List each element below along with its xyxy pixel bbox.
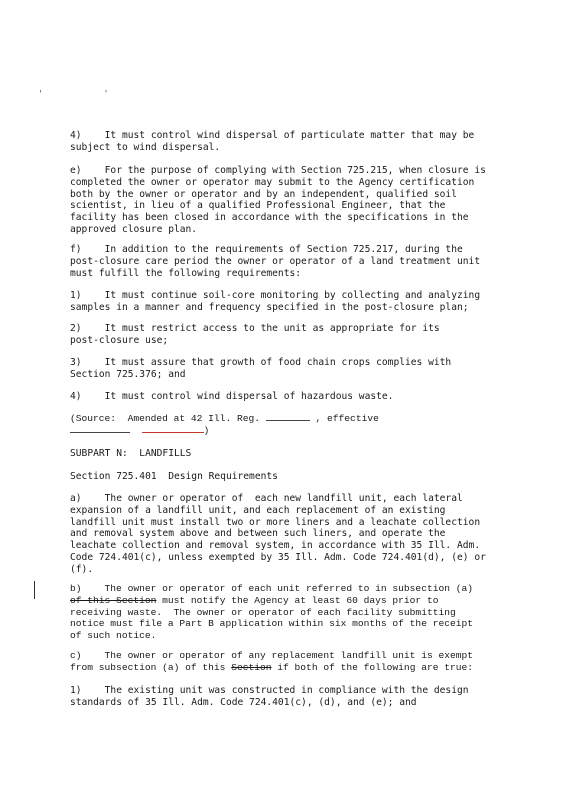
paragraph-c bbox=[70, 650, 510, 674]
subpart-heading: SUBPART N: LANDFILLS bbox=[70, 448, 192, 459]
paragraph-e: e) For the purpose of complying with Section 725.215, when closure is completed the owner or operator may submit to the Agency certification both by the owner or operator and by an independent, qualified soil scientist, in lieu of a qualified Professional Engineer, that the facility has been closed in accordance with the specifications in the approved closure plan. bbox=[70, 165, 486, 235]
paragraph-a: a) The owner or operator of each new landfill unit, each lateral expansion of a landfill unit, and each replacement of an existing landfill unit must install two or more liners and a leachate collection and removal system above and between such liners, and operate the leachate collection and removal system, in accordance with 35 Ill. Adm. Code 724.401(c), unless exempted by 35 Ill. Adm. Code 724.401(d), (e) or (f). bbox=[70, 493, 486, 575]
paragraph-c-struck-text: Section bbox=[231, 661, 272, 673]
source-note bbox=[70, 413, 510, 437]
paragraph-b-insert-mark bbox=[473, 583, 479, 594]
source-close: ) bbox=[203, 424, 210, 436]
scan-specks: ' ' bbox=[38, 90, 137, 99]
paragraph-c1: 1) The existing unit was constructed in compliance with the design standards of 35 Ill. Adm. Code 724.401(c), (d), and (e); and bbox=[70, 685, 469, 708]
source-blank-effective bbox=[142, 432, 204, 433]
paragraph-f: f) In addition to the requirements of Section 725.217, during the post-closure care period the owner or operator of a land treatment unit must fulfill the following requirements: bbox=[70, 244, 481, 279]
paragraph-f2: 2) It must restrict access to the unit as appropriate for its post-closure use; bbox=[70, 323, 440, 346]
paragraph-d4: 4) It must control wind dispersal of particulate matter that may be subject to wind dispersal. bbox=[70, 130, 475, 153]
paragraph-b-struck-text: of this Section bbox=[70, 594, 157, 606]
paragraph-f3: 3) It must assure that growth of food chain crops complies with Section 725.376; and bbox=[70, 357, 452, 380]
paragraph-f1: 1) It must continue soil-core monitoring by collecting and analyzing samples in a manner and frequency specified in the post-closure plan; bbox=[70, 290, 481, 313]
section-heading: Section 725.401 Design Requirements bbox=[70, 471, 278, 482]
paragraph-b bbox=[70, 583, 510, 642]
source-prefix: (Source: Amended at 42 Ill. Reg. bbox=[70, 413, 266, 424]
paragraph-c-line2-end: if both of the following are true: bbox=[271, 661, 474, 673]
source-blank-date bbox=[70, 432, 130, 433]
paragraph-c-line2-start: from subsection (a) of this bbox=[70, 661, 232, 673]
source-blank-reg bbox=[266, 420, 310, 421]
paragraph-b-rest: must notify the Agency at least 60 days prior to receiving waste. The owner or operator of each facility submitting notice must file a Part B application within six months of the receipt of such notice. bbox=[70, 594, 474, 642]
source-middle: , effective bbox=[315, 413, 379, 424]
paragraph-b-line1: b) The owner or operator of each unit referred to in subsection (a) bbox=[70, 583, 474, 594]
paragraph-f4: 4) It must control wind dispersal of hazardous waste. bbox=[70, 391, 394, 402]
paragraph-c-line1: c) The owner or operator of any replacement landfill unit is exempt bbox=[70, 650, 474, 661]
change-bar bbox=[34, 581, 35, 599]
